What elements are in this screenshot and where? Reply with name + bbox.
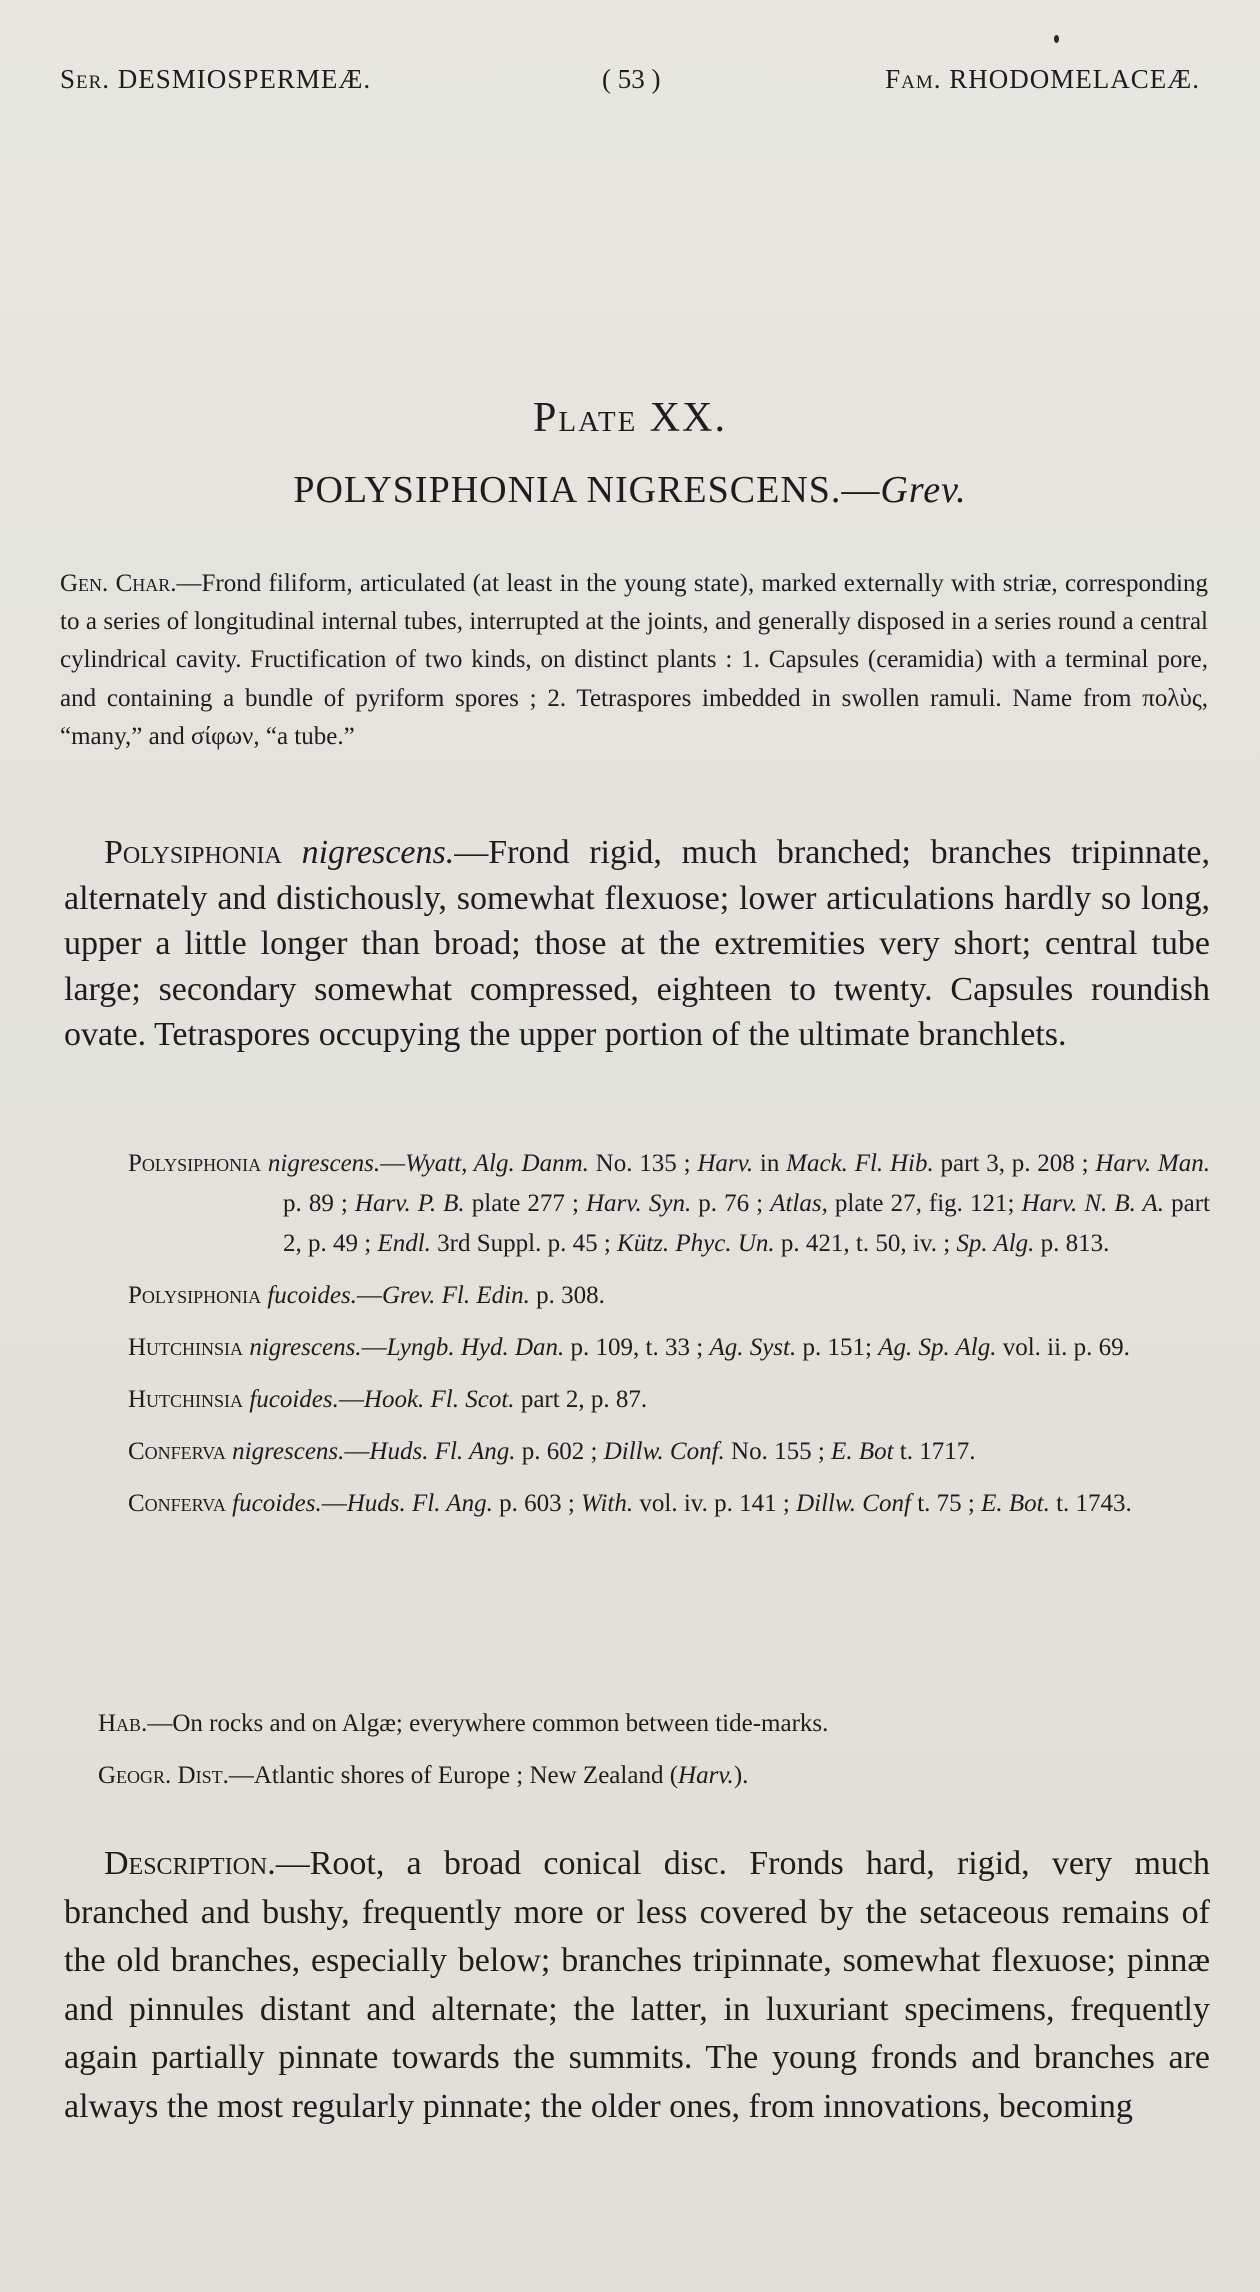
synonym-ref-title: Dillw. Conf. — [603, 1438, 725, 1465]
synonym-genus: Hutchinsia — [128, 1334, 244, 1361]
synonym-ref-title: Dillw. Conf — [796, 1490, 911, 1517]
synonym-ref-text: 3rd Suppl. p. 45 ; — [430, 1230, 618, 1257]
diagnosis-species: nigrescens. — [301, 834, 455, 871]
synonym-epithet: nigrescens. — [249, 1334, 362, 1361]
diagnosis-genus: Polysiphonia — [104, 834, 282, 871]
synonym-ref-title: E. Bot — [831, 1438, 894, 1465]
synonym-ref-text: part 2, p. 49 ; — [283, 1190, 1210, 1257]
synonym-ref-text: plate 27, fig. 121; — [827, 1190, 1022, 1217]
synonym-ref-title: Hook. Fl. Scot. — [363, 1386, 515, 1413]
synonym-ref-title: Huds. Fl. Ang. — [346, 1490, 493, 1517]
synonym-ref-text: — — [380, 1150, 406, 1177]
species-name: POLYSIPHONIA NIGRESCENS.— — [293, 469, 881, 511]
synonym-ref-text: — — [361, 1334, 387, 1361]
synonym-ref-title: E. Bot. — [981, 1490, 1050, 1517]
synonym-ref-text: p. 421, t. 50, iv. ; — [774, 1230, 957, 1257]
synonymy-list — [128, 1144, 1210, 1536]
gen-char-label: Gen. Char. — [60, 570, 177, 597]
synonym-epithet: nigrescens. — [267, 1150, 381, 1177]
synonym-ref-text: p. 109, t. 33 ; — [564, 1334, 710, 1361]
synonym-ref-title: Harv. N. B. A. — [1021, 1190, 1165, 1217]
synonym-ref-text: p. 308. — [529, 1282, 605, 1309]
habitat-text: —On rocks and on Algæ; everywhere common between tide-marks. — [147, 1710, 829, 1737]
synonym-ref-title: Sp. Alg. — [956, 1230, 1035, 1257]
description-text: —Root, a broad conical disc. Fronds hard, rigid, very much branched and bushy, frequently more or less covered by the setaceous remains of the old branches, especially below; branches tripinnate, somewhat flexuose; pinnæ and pinnules distant and alternate; the latter, in luxuriant specimens, frequently again partially pinnate towards the summits. The young fronds and branches are always the most regularly pinnate; the older ones, from innovations, becoming — [64, 1845, 1210, 2125]
synonym-genus: Hutchinsia — [128, 1386, 244, 1413]
synonym-entry — [128, 1380, 1210, 1420]
synonym-genus: Conferva — [128, 1490, 226, 1517]
family-name: Fam. RHODOMELACEÆ. — [885, 64, 1200, 94]
geographic-distribution — [98, 1756, 1198, 1796]
synonym-ref-text: t. 1717. — [893, 1438, 976, 1465]
synonym-ref-text: No. 135 ; — [588, 1150, 698, 1177]
synonym-ref-text: — — [344, 1438, 370, 1465]
synonym-ref-text: p. 602 ; — [515, 1438, 604, 1465]
synonym-ref-text: — — [338, 1386, 364, 1413]
synonym-genus: Polysiphonia — [128, 1282, 262, 1309]
synonym-entry — [128, 1328, 1210, 1368]
synonym-genus: Conferva — [128, 1438, 226, 1465]
synonym-ref-text: p. 813. — [1034, 1230, 1110, 1257]
synonym-ref-text: p. 151; — [796, 1334, 879, 1361]
plate-title: Plate XX. — [533, 395, 727, 441]
habitat-section — [98, 1704, 1198, 1808]
synonym-ref-title: Ag. Syst. — [709, 1334, 797, 1361]
description-label: Description. — [104, 1845, 276, 1882]
synonym-entry — [128, 1276, 1210, 1316]
synonym-ref-text: part 2, p. 87. — [514, 1386, 648, 1413]
synonym-ref-title: Harv. Man. — [1095, 1150, 1210, 1177]
species-author: Grev. — [880, 469, 967, 511]
synonym-ref-title: Ag. Sp. Alg. — [878, 1334, 997, 1361]
synonym-ref-text: vol. ii. p. 69. — [996, 1334, 1130, 1361]
gen-char-text: —Frond filiform, articulated (at least in the young state), marked externally with striæ, corresponding to a series of longitudinal internal tubes, interrupted at the joints, and generally disposed in a series round a central cylindrical cavity. Fructification of two kinds, on distinct plants : 1. Capsules (ceramidia) with a terminal pore, and containing a bundle of pyriform spores ; 2. Tetraspores imbedded in swollen ramuli. Name from πολὺς, “many,” and σίφων, “a tube.” — [60, 570, 1208, 750]
synonym-ref-text: plate 277 ; — [464, 1190, 586, 1217]
geography-ref: Harv. — [678, 1762, 734, 1789]
synonym-ref-text: — — [321, 1490, 347, 1517]
series-name: Ser. DESMIOSPERMEÆ. — [60, 64, 372, 94]
geography-text-end: ). — [733, 1762, 749, 1789]
synonym-ref-text: p. 89 ; — [283, 1190, 355, 1217]
synonym-entry — [128, 1432, 1210, 1472]
synonym-ref-text: part 3, p. 208 ; — [933, 1150, 1096, 1177]
synonym-epithet: fucoides. — [232, 1490, 322, 1517]
synonym-ref-title: Grev. Fl. Edin. — [381, 1282, 530, 1309]
synonym-ref-title: Endl. — [377, 1230, 431, 1257]
description — [64, 1840, 1210, 2131]
running-head — [60, 64, 1200, 114]
page-number: ( 53 ) — [602, 64, 661, 94]
synonym-entry — [128, 1484, 1210, 1524]
synonym-epithet: nigrescens. — [232, 1438, 345, 1465]
diagnosis-text: —Frond rigid, much branched; branches tripinnate, alternately and distichously, somewhat flexuose; lower articulations hardly so long, upper a little longer than broad; those at the extremities very short; central tube large; secondary somewhat compressed, eighteen to twenty. Capsules roundish ovate. Tetraspores occupying the upper portion of the ultimate branchlets. — [64, 834, 1211, 1053]
synonym-ref-text: in — [753, 1150, 787, 1177]
geography-text: —Atlantic shores of Europe ; New Zealand ( — [228, 1762, 679, 1789]
synonym-ref-text: p. 603 ; — [492, 1490, 582, 1517]
synonym-ref-title: Mack. Fl. Hib. — [786, 1150, 934, 1177]
synonym-ref-title: Harv. Syn. — [586, 1190, 692, 1217]
synonym-ref-text: t. 75 ; — [910, 1490, 982, 1517]
habitat-label: Hab. — [98, 1710, 148, 1737]
synonym-genus: Polysiphonia — [128, 1150, 262, 1177]
synonym-ref-title: Lyngb. Hyd. Dan. — [386, 1334, 565, 1361]
synonym-ref-title: Wyatt, Alg. Danm. — [405, 1150, 589, 1177]
synonym-ref-title: Huds. Fl. Ang. — [369, 1438, 516, 1465]
synonym-entry — [128, 1144, 1210, 1264]
synonym-ref-text: No. 155 ; — [724, 1438, 832, 1465]
habitat — [98, 1704, 1198, 1744]
geography-label: Geogr. Dist. — [98, 1762, 229, 1789]
synonym-ref-text: vol. iv. p. 141 ; — [633, 1490, 797, 1517]
synonym-ref-title: Kütz. Phyc. Un. — [617, 1230, 775, 1257]
synonym-ref-title: Atlas, — [770, 1190, 828, 1217]
generic-character — [60, 565, 1208, 756]
synonym-ref-text: t. 1743. — [1049, 1490, 1132, 1517]
synonym-ref-title: Harv. P. B. — [354, 1190, 465, 1217]
species-diagnosis — [64, 830, 1210, 1058]
synonym-ref-text: — — [356, 1282, 382, 1309]
synonym-ref-title: Harv. — [697, 1150, 754, 1177]
synonym-epithet: fucoides. — [267, 1282, 357, 1309]
synonym-ref-text: p. 76 ; — [691, 1190, 771, 1217]
synonym-epithet: fucoides. — [249, 1386, 339, 1413]
species-title — [0, 468, 1260, 512]
synonym-ref-title: With. — [581, 1490, 634, 1517]
ink-speck — [1054, 35, 1059, 43]
